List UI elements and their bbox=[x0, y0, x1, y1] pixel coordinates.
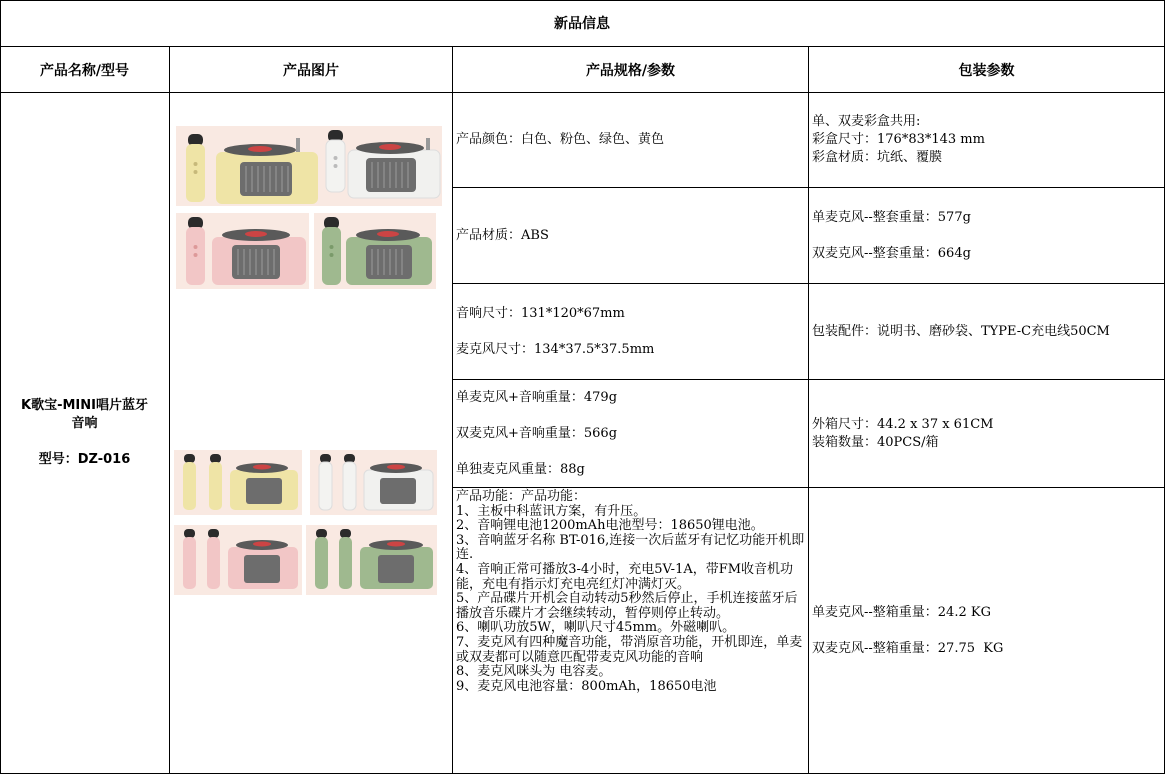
function-line: 3、音响蓝牙名称 BT-016,连接一次后蓝牙有记忆功能开机即连. bbox=[456, 532, 805, 563]
pack-set-weight-cell bbox=[809, 188, 1165, 284]
product-photo-yellow-double bbox=[174, 450, 302, 515]
pack-carton-weight-cell bbox=[809, 488, 1165, 774]
pack-carton-qty: 装箱数量：40PCS/箱 bbox=[812, 434, 939, 450]
pack-accessories-cell bbox=[809, 284, 1165, 380]
header-product-spec: 产品规格/参数 bbox=[453, 47, 809, 93]
spec-functions-cell bbox=[453, 488, 809, 774]
spec-weight-cell bbox=[453, 380, 809, 488]
function-line: 2、音响锂电池1200mAh电池型号：18650锂电池。 bbox=[456, 518, 764, 534]
pack-box-material: 彩盒材质：坑纸、覆膜 bbox=[812, 150, 943, 165]
header-product-name: 产品名称/型号 bbox=[0, 47, 170, 93]
function-line: 5、产品碟片开机会自动转动5秒然后停止，手机连接蓝牙后播放音乐碟片才会继续转动，暂停则停止转动。 bbox=[456, 591, 798, 621]
spec-size-cell bbox=[453, 284, 809, 380]
product-name-line2: 音响 bbox=[71, 416, 98, 431]
pack-double-carton-weight: 双麦克风--整箱重量：27.75 KG bbox=[812, 640, 1004, 656]
spec-double-weight: 双麦克风+音响重量：566g bbox=[456, 425, 618, 441]
pack-box-shared: 单、双麦彩盒共用: bbox=[812, 114, 921, 129]
spec-colors-cell bbox=[453, 93, 809, 188]
product-photo-pink-double bbox=[174, 525, 302, 595]
product-photo-pink bbox=[176, 213, 309, 289]
header-product-image: 产品图片 bbox=[170, 47, 453, 93]
function-line: 7、麦克风有四种魔音功能，带消原音功能，开机即连，单麦或双麦都可以随意匹配带麦克风功能的音响 bbox=[456, 634, 803, 665]
product-photo-yellow-white bbox=[176, 126, 442, 206]
function-line: 4、音响正常可播放3-4小时，充电5V-1A，带FM收音机功能，充电有指示灯充电亮红灯冲满灯灭。 bbox=[456, 561, 794, 592]
spec-mic-size: 麦克风尺寸：134*37.5*37.5mm bbox=[456, 341, 655, 357]
spec-single-weight: 单麦克风+音响重量：479g bbox=[456, 389, 618, 405]
pack-carton-cell bbox=[809, 380, 1165, 488]
product-photo-white-double bbox=[310, 450, 437, 515]
spec-material-cell bbox=[453, 188, 809, 284]
product-name-cell bbox=[0, 93, 170, 774]
function-line: 1、主板中科蓝讯方案，有升压。 bbox=[456, 503, 647, 519]
pack-accessories: 包装配件：说明书、磨砂袋、TYPE-C充电线50CM bbox=[812, 323, 1110, 339]
pack-box-size: 彩盒尺寸：176*83*143 mm bbox=[812, 132, 985, 147]
sheet-title: 新品信息 bbox=[0, 0, 1165, 47]
function-line: 产品功能：产品功能： bbox=[456, 489, 587, 504]
product-photo-green-double bbox=[306, 525, 437, 595]
product-photo-green bbox=[314, 213, 436, 289]
spec-mic-weight: 单独麦克风重量：88g bbox=[456, 461, 585, 477]
product-image-cell bbox=[170, 93, 453, 774]
function-line: 8、麦克风咪头为 电容麦。 bbox=[456, 664, 612, 680]
product-name-line1: K歌宝-MINI唱片蓝牙 bbox=[21, 398, 148, 413]
pack-single-carton-weight: 单麦克风--整箱重量：24.2 KG bbox=[812, 604, 991, 620]
pack-double-set-weight: 双麦克风--整套重量：664g bbox=[812, 245, 971, 261]
pack-carton-size: 外箱尺寸：44.2 x 37 x 61CM bbox=[812, 416, 994, 432]
spec-speaker-size: 音响尺寸：131*120*67mm bbox=[456, 305, 625, 321]
pack-single-set-weight: 单麦克风--整套重量：577g bbox=[812, 209, 971, 225]
spec-material: 产品材质：ABS bbox=[456, 227, 549, 243]
pack-box-cell bbox=[809, 93, 1165, 188]
product-model: 型号：DZ-016 bbox=[38, 452, 131, 467]
header-packaging: 包装参数 bbox=[809, 47, 1165, 93]
function-line: 6、喇叭功放5W，喇叭尺寸45mm。外磁喇叭。 bbox=[456, 620, 736, 636]
function-line: 9、麦克风电池容量：800mAh，18650电池 bbox=[456, 678, 717, 694]
spec-colors: 产品颜色：白色、粉色、绿色、黄色 bbox=[456, 132, 665, 147]
